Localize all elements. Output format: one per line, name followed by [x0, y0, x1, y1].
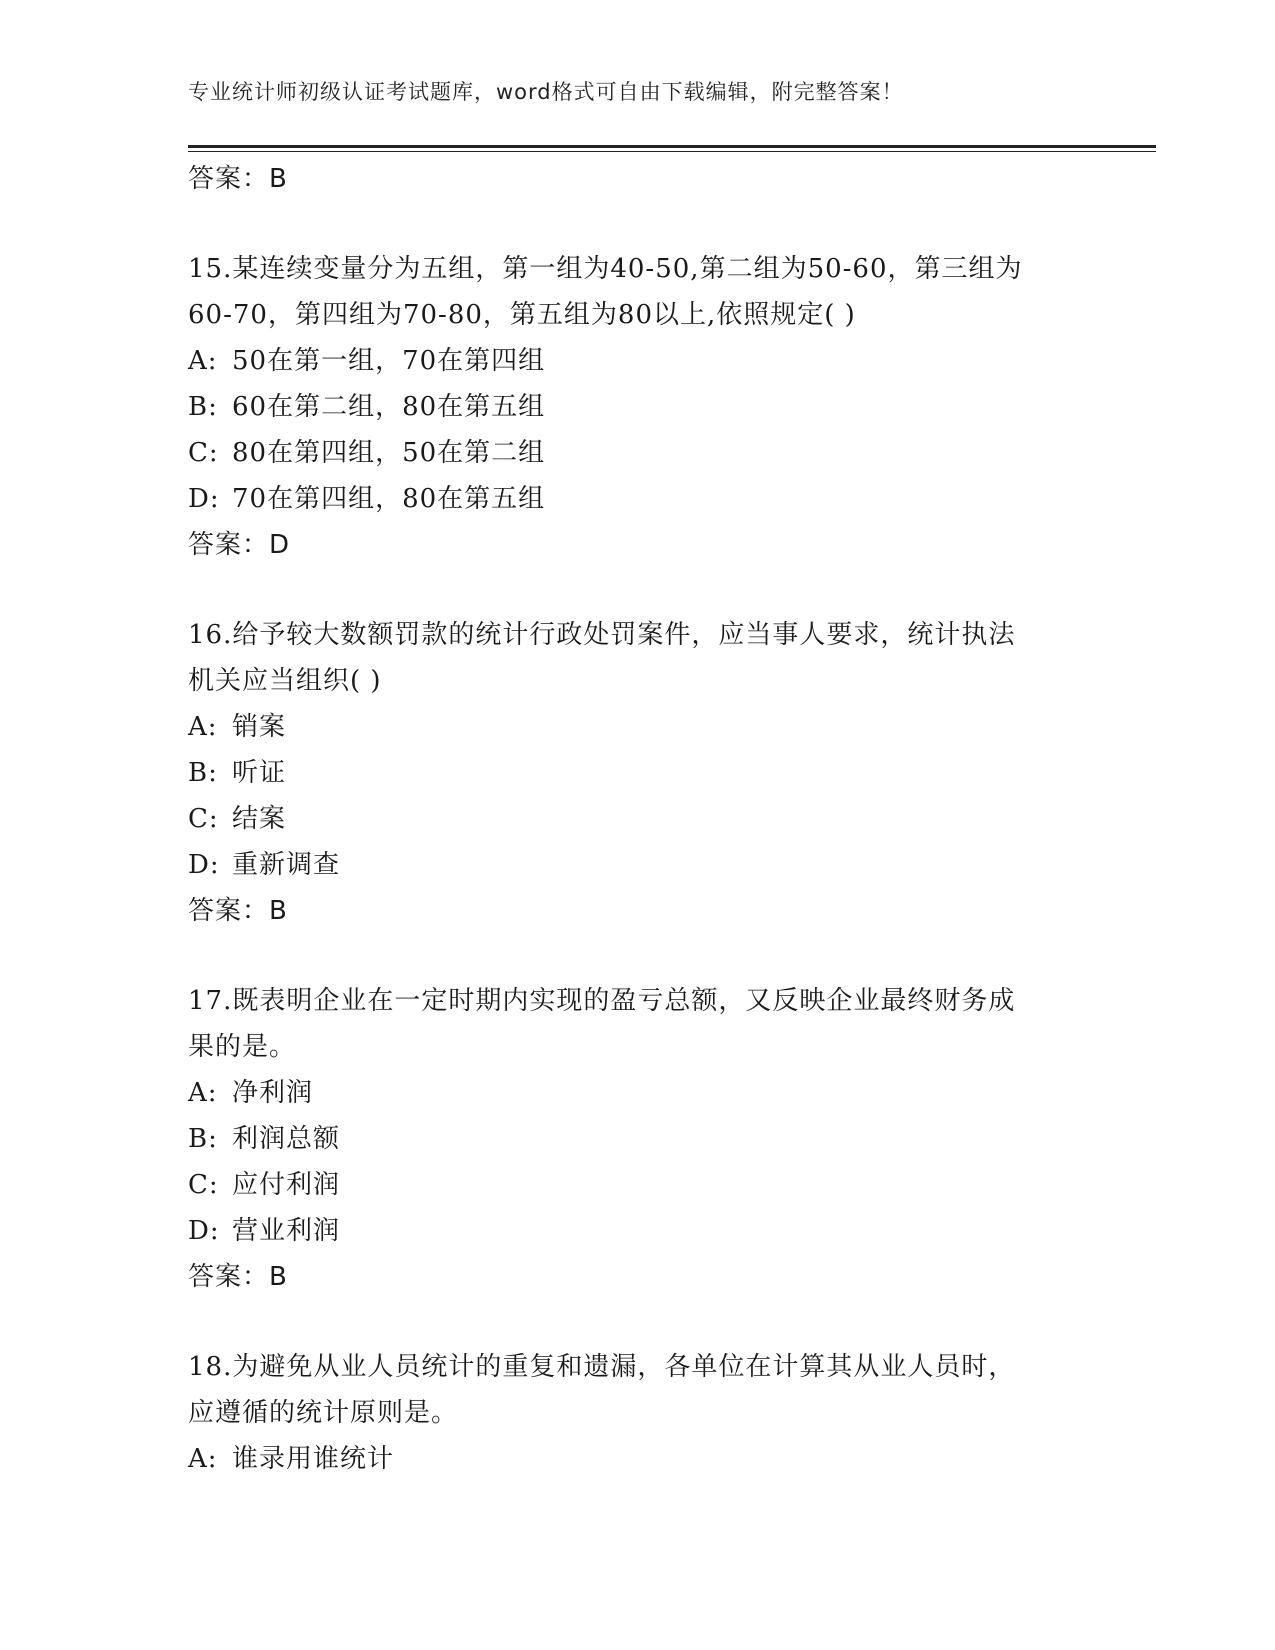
option-b [188, 1116, 1088, 1162]
option-label: C: [188, 1170, 219, 1200]
question-item [188, 246, 1088, 568]
option-label: B: [188, 1124, 218, 1154]
option-label: C: [188, 438, 219, 468]
question-text-line: 17.既表明企业在一定时期内实现的盈亏总额，又反映企业最终财务成 [188, 986, 1016, 1016]
option-label: A: [188, 712, 218, 742]
question-content [188, 156, 1088, 1482]
option-label: C: [188, 804, 219, 834]
option-text: 利润总额 [232, 1124, 341, 1154]
answer-prefix: 答案： [188, 1262, 270, 1292]
answer-prefix: 答案： [188, 530, 270, 560]
option-text: 60在第二组，80在第五组 [232, 392, 546, 422]
option-text: 谁录用谁统计 [232, 1444, 395, 1474]
option-d [188, 842, 1088, 888]
option-label: B: [188, 758, 218, 788]
option-a [188, 338, 1088, 384]
page-header: 专业统计师初级认证考试题库，word格式可自由下载编辑，附完整答案！ [188, 80, 904, 104]
option-c [188, 796, 1088, 842]
option-label: D: [188, 850, 220, 880]
header-rule-thick [188, 145, 1156, 148]
option-text: 听证 [232, 758, 287, 788]
option-label: D: [188, 484, 220, 514]
option-a [188, 704, 1088, 750]
question-item [188, 612, 1088, 934]
answer-line [188, 888, 1088, 934]
option-text: 70在第四组，80在第五组 [232, 484, 546, 514]
option-label: D: [188, 1216, 220, 1246]
question-text-line: 16.给予较大数额罚款的统计行政处罚案件，应当事人要求，统计执法 [188, 620, 1016, 650]
option-label: A: [188, 1078, 218, 1108]
option-text: 50在第一组，70在第四组 [232, 346, 546, 376]
option-label: A: [188, 346, 218, 376]
answer-value: B [269, 164, 288, 194]
option-a [188, 1436, 1088, 1482]
option-d [188, 1208, 1088, 1254]
option-text: 营业利润 [232, 1216, 341, 1246]
answer-prefix: 答案： [188, 164, 270, 194]
option-label: B: [188, 392, 218, 422]
answer-line [188, 156, 1088, 202]
question-item [188, 978, 1088, 1300]
option-c [188, 1162, 1088, 1208]
option-text: 净利润 [232, 1078, 314, 1108]
option-b [188, 384, 1088, 430]
option-text: 销案 [232, 712, 287, 742]
option-text: 80在第四组，50在第二组 [232, 438, 546, 468]
header-rule-thin [188, 151, 1156, 152]
answer-prefix: 答案： [188, 896, 270, 926]
question-item [188, 1344, 1088, 1482]
option-text: 结案 [232, 804, 287, 834]
answer-line [188, 522, 1088, 568]
question-text-line: 应遵循的统计原则是。 [188, 1398, 459, 1428]
answer-value: D [269, 530, 291, 560]
question-text-line: 机关应当组织( ) [188, 666, 382, 696]
option-a [188, 1070, 1088, 1116]
option-c [188, 430, 1088, 476]
answer-value: B [269, 896, 288, 926]
question-text-line: 果的是。 [188, 1032, 297, 1062]
option-d [188, 476, 1088, 522]
question-text-line: 18.为避免从业人员统计的重复和遗漏，各单位在计算其从业人员时， [188, 1352, 1016, 1382]
option-label: A: [188, 1444, 218, 1474]
answer-line [188, 1254, 1088, 1300]
option-text: 重新调查 [232, 850, 341, 880]
question-text-line: 15.某连续变量分为五组，第一组为40-50,第二组为50-60，第三组为 [188, 254, 1023, 284]
option-text: 应付利润 [232, 1170, 341, 1200]
option-b [188, 750, 1088, 796]
question-text-line: 60-70，第四组为70-80，第五组为80以上,依照规定( ) [188, 300, 856, 330]
answer-value: B [269, 1262, 288, 1292]
